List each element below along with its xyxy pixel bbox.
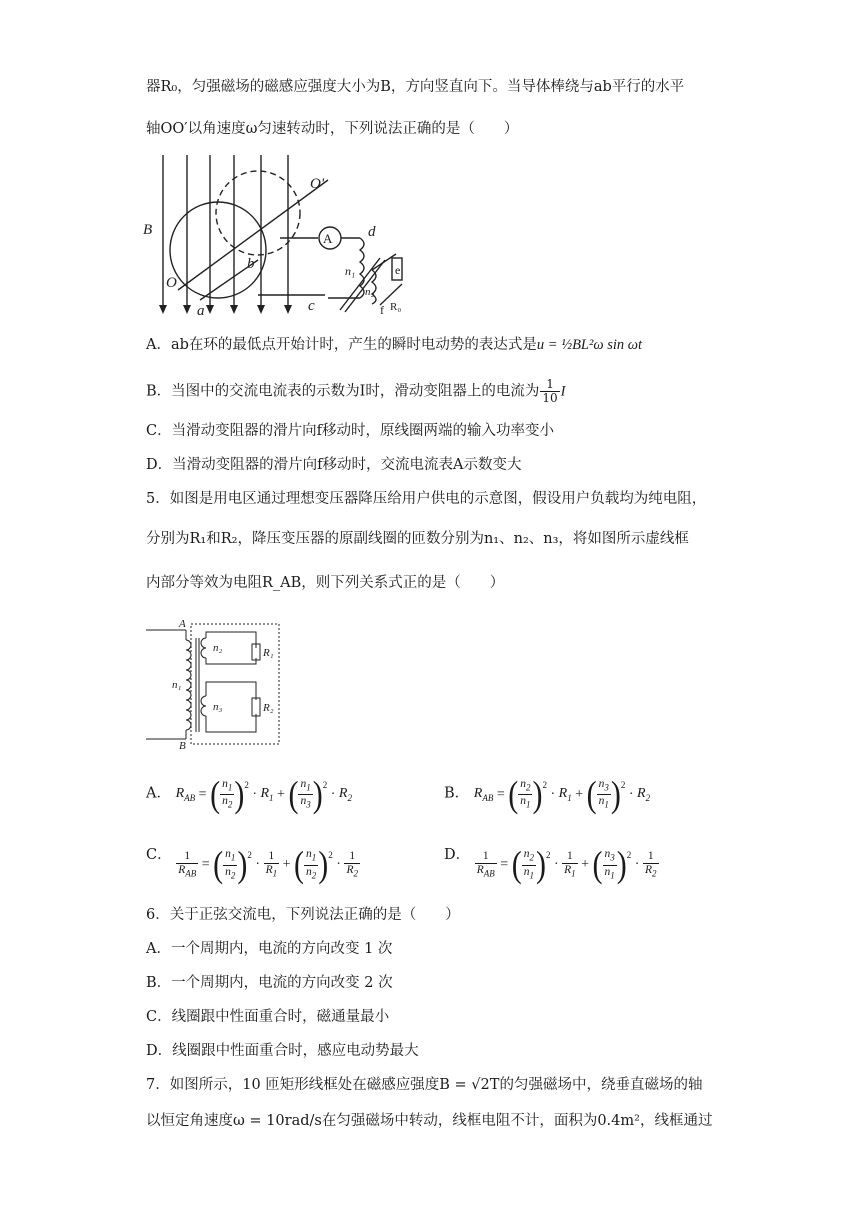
- fig4-label-ammeter: A: [323, 231, 333, 246]
- q4-option-b-fraction: $\frac{1}{10}$: [542, 377, 558, 405]
- q6-option-c: C．线圈跟中性面重合时，磁通量最小: [146, 1009, 390, 1025]
- fig4-label-B: B: [143, 222, 153, 238]
- q4-option-b: [146, 378, 566, 405]
- fig4-label-R0: R₀: [390, 301, 402, 313]
- fig4-label-O: O: [166, 275, 177, 291]
- q6-option-d: D．线圈跟中性面重合时，感应电动势最大: [146, 1043, 419, 1059]
- fig5-label-n3: n₃: [213, 701, 223, 713]
- q4-stem-line2: 轴OO′以角速度ω匀速转动时，下列说法正确的是（ ）: [146, 121, 519, 137]
- q5-figure: [144, 618, 284, 753]
- fig4-label-e: e: [395, 263, 401, 277]
- q6-option-b: B．一个周期内，电流的方向改变 2 次: [146, 975, 393, 991]
- fig4-label-Oprime: O': [310, 176, 325, 192]
- q4-figure: [140, 150, 440, 320]
- fig4-label-a: a: [197, 303, 205, 319]
- q4-option-a-formula: u = ½BL²ω sin ωt: [536, 337, 643, 353]
- fig4-label-d: d: [368, 224, 376, 240]
- q4-option-b-text: B．当图中的交流电流表的示数为I时，滑动变阻器上的电流为: [146, 383, 540, 400]
- fig5-label-n1: n₁: [172, 679, 182, 691]
- q5-stem-line2: 分别为R₁和R₂，降压变压器的原副线圈的匝数分别为n₁、n₂、n₃，将如图所示虚线框: [146, 531, 689, 547]
- fig4-label-n1: n₁: [345, 264, 356, 278]
- q5-stem-line3: 内部分等效为电阻R_AB，则下列关系式正的是（ ）: [146, 575, 505, 591]
- q4-option-a: [146, 334, 642, 356]
- q4-option-d: D．当滑动变阻器的滑片向f移动时，交流电流表A示数变大: [146, 457, 522, 473]
- q5-option-c: C． $\frac{1}{R_{AB}}$ = ( $\frac{n_1}{n_2}$ ) $^2$ · $\frac{1}{R_1}$ + ( $\frac{n_1}{n_2}$ ) $^2$ · $\frac{1}{R_2}$: [146, 843, 358, 886]
- q5-option-a: A． $R_{AB}$ = ( $\frac{n_1}{n_2}$ ) $^2$ · $R_1$ + ( $\frac{n_1}{n_3}$ ) $^2$ · $R_2$: [146, 773, 352, 815]
- fig4-label-c: c: [308, 298, 315, 314]
- fig4-label-n2: n₂: [365, 286, 375, 298]
- fig5-label-R1: R₁: [263, 647, 274, 659]
- q5-stem-line1: 5．如图是用电区通过理想变压器降压给用户供电的示意图，假设用户负载均为纯电阻，: [146, 491, 707, 507]
- q7-stem-line2: 以恒定角速度ω = 10rad/s在匀强磁场中转动，线框电阻不计，面积为0.4m²，线框通过: [146, 1113, 713, 1129]
- q4-stem-line1: 器R₀，匀强磁场的磁感应强度大小为B，方向竖直向下。当导体棒绕与ab平行的水平: [146, 79, 685, 95]
- q6-option-a: A．一个周期内，电流的方向改变 1 次: [146, 941, 393, 957]
- fig5-label-n2: n₂: [213, 642, 223, 654]
- q4-option-a-text: A．ab在环的最低点开始计时，产生的瞬时电动势的表达式是: [146, 337, 537, 353]
- fig5-label-B: B: [179, 740, 186, 752]
- fig4-label-b: b: [247, 256, 255, 272]
- q4-option-c: C．当滑动变阻器的滑片向f移动时，原线圈两端的输入功率变小: [146, 423, 554, 439]
- fig5-label-R2: R₂: [263, 702, 274, 714]
- q5-option-b: B． $R_{AB}$ = ( $\frac{n_2}{n_1}$ ) $^2$ · $R_1$ + ( $\frac{n_3}{n_1}$ ) $^2$ · $R_2$: [444, 773, 651, 815]
- fig4-label-f: f: [380, 303, 384, 317]
- fig5-label-A: A: [179, 618, 186, 630]
- q7-stem-line1: 7．如图所示，10 匝矩形线框处在磁感应强度B = √2T的匀强磁场中，绕垂直磁场的轴: [146, 1077, 703, 1093]
- q4-option-b-post: I: [560, 383, 566, 400]
- q6-stem: 6．关于正弦交流电，下列说法正确的是（ ）: [146, 907, 460, 923]
- q5-option-d: D． $\frac{1}{R_{AB}}$ = ( $\frac{n_2}{n_1}$ ) $^2$ · $\frac{1}{R_1}$ + ( $\frac{n_3}{n_1}$ ) $^2$ · $\frac{1}{R_2}$: [444, 843, 657, 886]
